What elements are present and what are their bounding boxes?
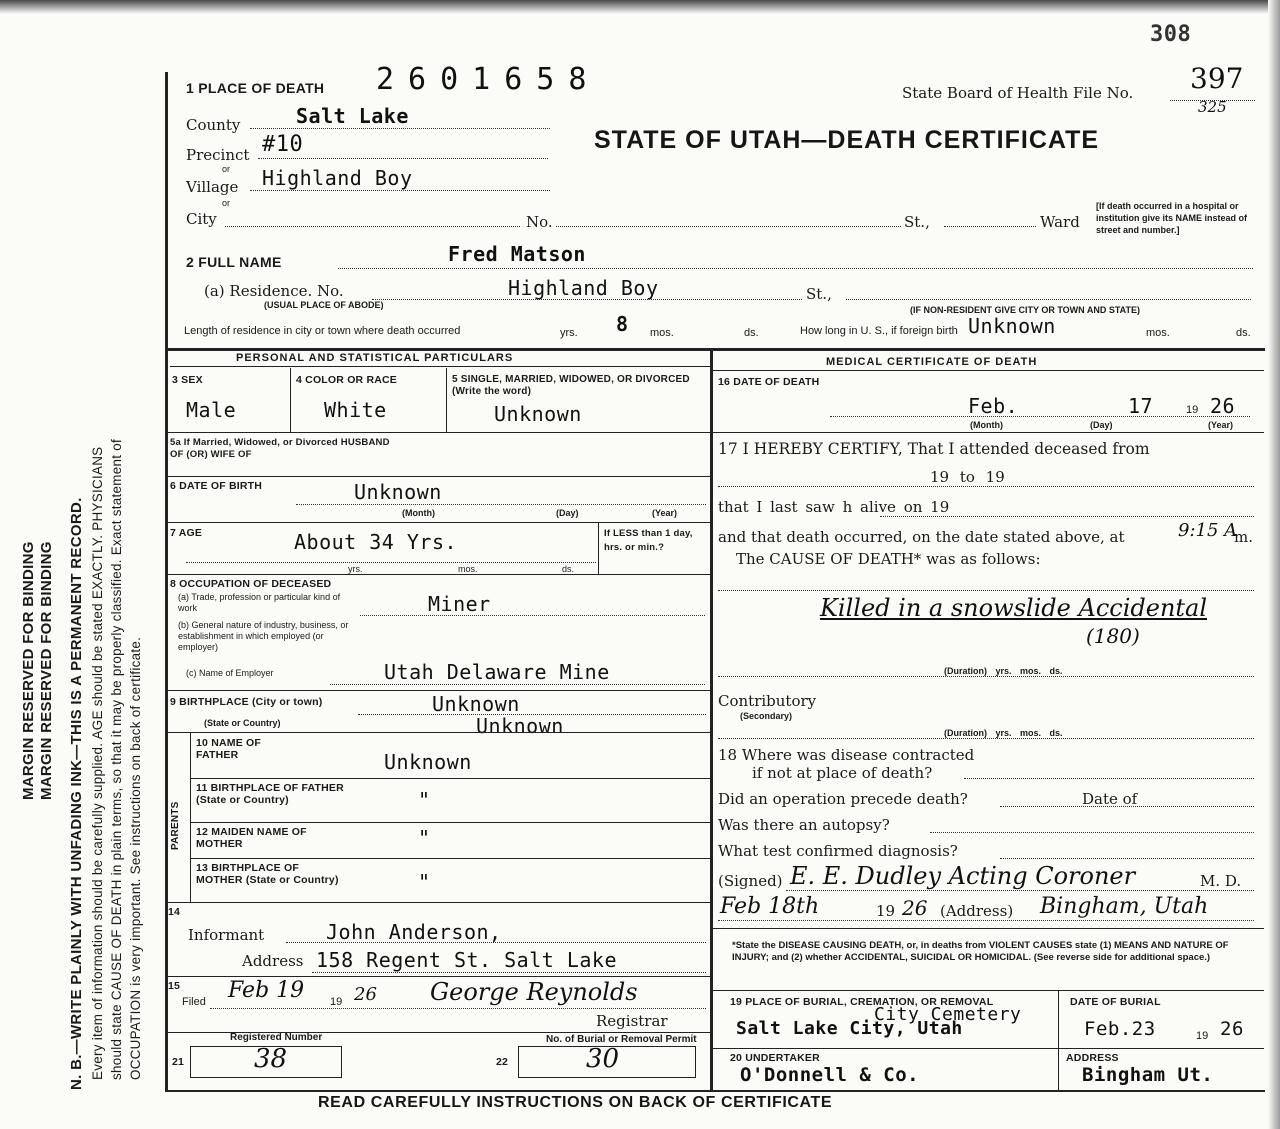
county-line xyxy=(250,128,550,129)
cause-label: The CAUSE OF DEATH* was as follows: xyxy=(736,550,1041,568)
dob-line xyxy=(296,504,706,505)
informant-num: 14 xyxy=(168,906,181,918)
death-month-cap: (Month) xyxy=(970,420,1003,430)
us-ds: ds. xyxy=(1236,327,1251,339)
burial-date: Feb.23 xyxy=(1084,1018,1156,1040)
occupation-label: 8 OCCUPATION OF DECEASED xyxy=(170,578,332,590)
age-ds: ds. xyxy=(562,564,575,574)
date-of-death-label: 16 DATE OF DEATH xyxy=(718,376,820,388)
death-day-cap: (Day) xyxy=(1090,420,1113,430)
city-label: City xyxy=(186,210,217,228)
or-2: or xyxy=(222,198,231,208)
duration-2: (Duration) yrs. mos. ds. xyxy=(944,728,1063,738)
num-22: 22 xyxy=(496,1056,509,1068)
county-label: County xyxy=(186,116,241,134)
color-value: White xyxy=(324,398,387,422)
registrar-label: Registrar xyxy=(596,1012,668,1030)
serial-number: 2601658 xyxy=(376,62,601,97)
residence-st-label: St., xyxy=(806,285,832,303)
death-date-line xyxy=(830,416,1250,417)
autopsy-label: Was there an autopsy? xyxy=(718,816,890,834)
signed-label: (Signed) xyxy=(718,872,783,890)
death-month: Feb. xyxy=(968,394,1019,418)
precinct-value: #10 xyxy=(262,132,304,157)
contributory-label: Contributory xyxy=(718,692,817,710)
undertaker-value: O'Donnell & Co. xyxy=(740,1064,920,1086)
mother-bp-label: 13 BIRTHPLACE OF MOTHER (State or Country) xyxy=(196,862,339,886)
certify-text: 17 I HEREBY CERTIFY, That I attended deceased from xyxy=(718,440,1150,458)
death-year: 26 xyxy=(1210,394,1236,418)
signed-value: E. E. Dudley Acting Coroner xyxy=(790,862,1136,890)
employer-value: Utah Delaware Mine xyxy=(384,660,610,684)
margin-binding-1: MARGIN RESERVED FOR BINDING xyxy=(20,541,37,800)
dob-label: 6 DATE OF BIRTH xyxy=(170,480,263,492)
death-year-prefix: 19 xyxy=(1186,404,1199,416)
personal-heading: PERSONAL AND STATISTICAL PARTICULARS xyxy=(236,352,514,364)
mother-value: " xyxy=(418,826,431,850)
cause-code: (180) xyxy=(1086,624,1140,648)
sex-value: Male xyxy=(186,398,237,422)
mother-label: 12 MAIDEN NAME OF MOTHER xyxy=(196,826,307,850)
autopsy-line xyxy=(930,832,1254,833)
attend-range: 19 to 19 xyxy=(930,468,1005,486)
contracted-label: 18 Where was disease contracted xyxy=(718,746,975,764)
contracted-line xyxy=(964,778,1254,779)
burial-year: 26 xyxy=(1220,1018,1244,1040)
burial-place-1: City Cemetery xyxy=(874,1004,1022,1025)
row6-bottom xyxy=(168,522,710,523)
length-months: 8 xyxy=(616,312,629,336)
parents-label: PARENTS xyxy=(170,801,181,850)
frame-left xyxy=(165,72,168,1092)
nonresident-note: (IF NON-RESIDENT GIVE CITY OR TOWN AND STATE) xyxy=(910,305,1141,315)
burial-date-label: DATE OF BURIAL xyxy=(1070,996,1161,1008)
birthplace-state-value: Unknown xyxy=(476,714,564,738)
contributory-sub: (Secondary) xyxy=(740,711,793,721)
residence-st-line xyxy=(846,299,1251,300)
heading-underline-left xyxy=(170,366,710,367)
reg-num-label: Registered Number xyxy=(230,1032,323,1043)
burial-mid xyxy=(712,1048,1264,1049)
scan-dark-edge xyxy=(0,0,1280,14)
burial-divider xyxy=(1058,990,1059,1090)
residence-value: Highland Boy xyxy=(508,276,659,300)
filed-label: Filed xyxy=(182,996,206,1008)
sign-year: 26 xyxy=(902,896,928,920)
father-label: 10 NAME OF FATHER xyxy=(196,737,262,761)
row16-bottom xyxy=(712,432,1264,433)
color-label: 4 COLOR OR RACE xyxy=(296,374,398,386)
birthplace-state-label: (State or Country) xyxy=(204,718,281,728)
signed-line xyxy=(786,890,1254,891)
residence-sub: (USUAL PLACE OF ABODE) xyxy=(264,300,384,310)
center-divider xyxy=(710,348,713,1090)
num-21: 21 xyxy=(172,1056,185,1068)
margin-binding-2: MARGIN RESERVED FOR BINDING xyxy=(38,541,55,800)
city-line xyxy=(225,226,520,227)
informant-address-label: Address xyxy=(242,952,304,970)
dob-value: Unknown xyxy=(354,480,442,504)
row10-bottom xyxy=(190,778,710,779)
less-than-label: If LESS than 1 day, hrs. or min.? xyxy=(604,528,693,553)
length-mos: mos. xyxy=(650,327,674,339)
attend-line xyxy=(718,486,1254,487)
informant-value: John Anderson, xyxy=(326,920,502,944)
duration-line-1 xyxy=(718,676,1254,677)
place-of-death-heading: 1 PLACE OF DEATH xyxy=(186,80,325,96)
full-name-value: Fred Matson xyxy=(448,242,586,266)
residence-line xyxy=(372,299,802,300)
informant-label: Informant xyxy=(188,926,265,944)
dob-month: (Month) xyxy=(402,508,435,518)
informant-line xyxy=(286,942,706,943)
father-value: Unknown xyxy=(384,750,472,774)
footer-instructions: READ CAREFULLY INSTRUCTIONS ON BACK OF CERTIFICATE xyxy=(318,1094,833,1111)
row3-bottom xyxy=(168,432,710,433)
burial-top xyxy=(712,990,1264,991)
us-value: Unknown xyxy=(968,314,1056,338)
file-no-label: State Board of Health File No. xyxy=(902,84,1134,102)
sex-label: 3 SEX xyxy=(172,374,203,386)
residence-label: (a) Residence. No. xyxy=(204,282,344,300)
frame-bottom xyxy=(165,1090,1265,1092)
age-line xyxy=(186,562,596,563)
sign-address: Bingham, Utah xyxy=(1040,894,1209,919)
ward-label: Ward xyxy=(1040,213,1080,231)
burial-place-label: 19 PLACE OF BURIAL, CREMATION, OR REMOVAL xyxy=(730,996,994,1008)
length-yrs: yrs. xyxy=(560,327,578,339)
st-label: St., xyxy=(904,213,930,231)
sex-divider xyxy=(290,368,291,432)
age-value: About 34 Yrs. xyxy=(294,530,458,554)
test-line xyxy=(1000,858,1254,859)
undertaker-address: Bingham Ut. xyxy=(1082,1064,1214,1086)
operation-date-label: Date of xyxy=(1082,790,1138,808)
file-no: 397 xyxy=(1190,62,1244,95)
burial-permit-label: No. of Burial or Removal Permit xyxy=(546,1034,697,1045)
section-top-line xyxy=(165,348,1265,351)
side-instruction-3: should state CAUSE OF DEATH in plain terms, so that it may be properly classified. Exact statement of xyxy=(109,438,124,1080)
row9-bottom xyxy=(168,732,710,733)
operation-line xyxy=(1000,806,1254,807)
occupation-line xyxy=(360,615,705,616)
filed-year-prefix: 19 xyxy=(330,996,343,1008)
father-bp-value: " xyxy=(418,788,431,812)
row12-bottom xyxy=(190,858,710,859)
row14-bottom xyxy=(168,976,710,977)
marital-value: Unknown xyxy=(494,402,582,426)
death-time: 9:15 A xyxy=(1178,520,1238,541)
cause-line-1 xyxy=(718,590,1254,591)
age-mos: mos. xyxy=(458,564,478,574)
precinct-label: Precinct xyxy=(186,146,250,164)
row7-bottom xyxy=(168,574,710,575)
md-label: M. D. xyxy=(1200,872,1242,890)
burial-place-2: Salt Lake City, Utah xyxy=(736,1018,963,1039)
side-instruction-4: OCCUPATION is very important. See instructions on back of certificate. xyxy=(128,636,143,1080)
st-line xyxy=(944,226,1036,227)
county-value: Salt Lake xyxy=(296,104,409,128)
mother-bp-value: " xyxy=(418,870,431,894)
occurred-text: and that death occurred, on the date stated above, at xyxy=(718,528,1125,546)
employer-line xyxy=(330,684,705,685)
duration-line-2 xyxy=(718,738,1254,739)
us-label: How long in U. S., if foreign birth xyxy=(800,325,958,337)
or-1: or xyxy=(222,164,231,174)
marital-label: 5 SINGLE, MARRIED, WIDOWED, OR DIVORCED (Write the word) xyxy=(452,374,690,397)
sign-address-label: (Address) xyxy=(940,902,1014,920)
burial-year-prefix: 19 xyxy=(1196,1030,1209,1042)
death-year-cap: (Year) xyxy=(1208,420,1234,430)
cause-value: Killed in a snowslide Accidental xyxy=(820,594,1208,622)
us-mos: mos. xyxy=(1146,327,1170,339)
occupation-a: (a) Trade, profession or particular kind of work xyxy=(178,592,341,613)
informant-address: 158 Regent St. Salt Lake xyxy=(316,948,617,972)
parents-divider xyxy=(190,732,191,902)
ward-note: [If death occurred in a hospital or institution give its NAME instead of street and number.] xyxy=(1096,201,1248,235)
filed-value: Feb 19 xyxy=(228,978,305,1003)
side-instruction-2: Every item of information should be carefully supplied. AGE should be stated EXACTLY. PHYSICIANS xyxy=(90,446,105,1080)
informant-address-line xyxy=(312,972,706,973)
row13-bottom xyxy=(168,902,710,903)
dob-year: (Year) xyxy=(652,508,678,518)
precinct-line xyxy=(258,158,548,159)
time-m: m. xyxy=(1234,528,1253,546)
top-right-number: 308 xyxy=(1150,22,1192,47)
medical-heading: MEDICAL CERTIFICATE OF DEATH xyxy=(826,356,1038,368)
birthplace-label: 9 BIRTHPLACE (City or town) xyxy=(170,696,323,708)
length-label: Length of residence in city or town where death occurred xyxy=(184,325,461,337)
age-yrs: yrs. xyxy=(348,564,363,574)
row11-bottom xyxy=(190,822,710,823)
filed-year: 26 xyxy=(354,984,377,1005)
signature-bottom xyxy=(712,928,1264,929)
file-no-sub: 325 xyxy=(1198,98,1227,116)
death-day: 17 xyxy=(1128,394,1154,418)
certificate-title: STATE OF UTAH—DEATH CERTIFICATE xyxy=(594,126,1100,154)
side-instruction-1: N. B.—WRITE PLAINLY WITH UNFADING INK—THIS IS A PERMANENT RECORD. xyxy=(68,497,85,1090)
scan-right-edge xyxy=(1268,0,1280,1129)
sign-date-line xyxy=(718,920,1254,921)
less-than-divider xyxy=(598,522,599,574)
last-saw-text: that I last saw h alive on 19 xyxy=(718,498,950,516)
color-divider xyxy=(446,368,447,432)
occupation-value: Miner xyxy=(428,592,491,616)
row8-bottom xyxy=(168,690,710,691)
operation-label: Did an operation precede death? xyxy=(718,790,968,808)
undertaker-label: 20 UNDERTAKER xyxy=(730,1052,820,1064)
test-label: What test confirmed diagnosis? xyxy=(718,842,958,860)
employer-label: (c) Name of Employer xyxy=(186,668,274,678)
duration-1: (Duration) yrs. mos. ds. xyxy=(944,666,1063,676)
father-bp-label: 11 BIRTHPLACE OF FATHER (State or Country) xyxy=(196,782,344,806)
full-name-line xyxy=(338,268,1253,269)
last-saw-line xyxy=(880,516,1254,517)
no-label: No. xyxy=(526,213,553,231)
filed-line xyxy=(210,1008,706,1009)
undertaker-address-label: ADDRESS xyxy=(1066,1052,1119,1064)
dob-day: (Day) xyxy=(556,508,579,518)
village-value: Highland Boy xyxy=(262,166,413,190)
full-name-label: 2 FULL NAME xyxy=(186,254,282,270)
no-line xyxy=(556,226,901,227)
contracted-sub: if not at place of death? xyxy=(752,764,933,782)
heading-underline-right xyxy=(712,370,1264,371)
village-label: Village xyxy=(186,178,239,196)
file-no-line xyxy=(1170,100,1255,101)
spouse-label: 5a If Married, Widowed, or Divorced HUSBAND OF (OR) WIFE OF xyxy=(170,437,390,460)
occupation-b: (b) General nature of industry, business, or establishment in which employed (or employer) xyxy=(178,620,349,652)
burial-permit-value: 30 xyxy=(586,1044,620,1074)
row5a-bottom xyxy=(168,476,710,477)
reg-num-value: 38 xyxy=(254,1044,288,1074)
sign-date: Feb 18th xyxy=(720,894,820,919)
age-label: 7 AGE xyxy=(170,527,203,539)
birthplace-value: Unknown xyxy=(432,692,520,716)
sign-year-prefix: 19 xyxy=(876,902,896,920)
cause-note: *State the DISEASE CAUSING DEATH, or, in deaths from VIOLENT CAUSES state (1) MEANS AND NATURE OF INJURY; and (2) whether ACCIDENTAL, SUICIDAL OR HOMICIDAL. (See reverse side for additional space.) xyxy=(732,940,1229,963)
registrar-signature: George Reynolds xyxy=(430,978,638,1006)
village-line xyxy=(250,190,550,191)
num-15: 15 xyxy=(168,980,181,992)
length-ds: ds. xyxy=(744,327,759,339)
